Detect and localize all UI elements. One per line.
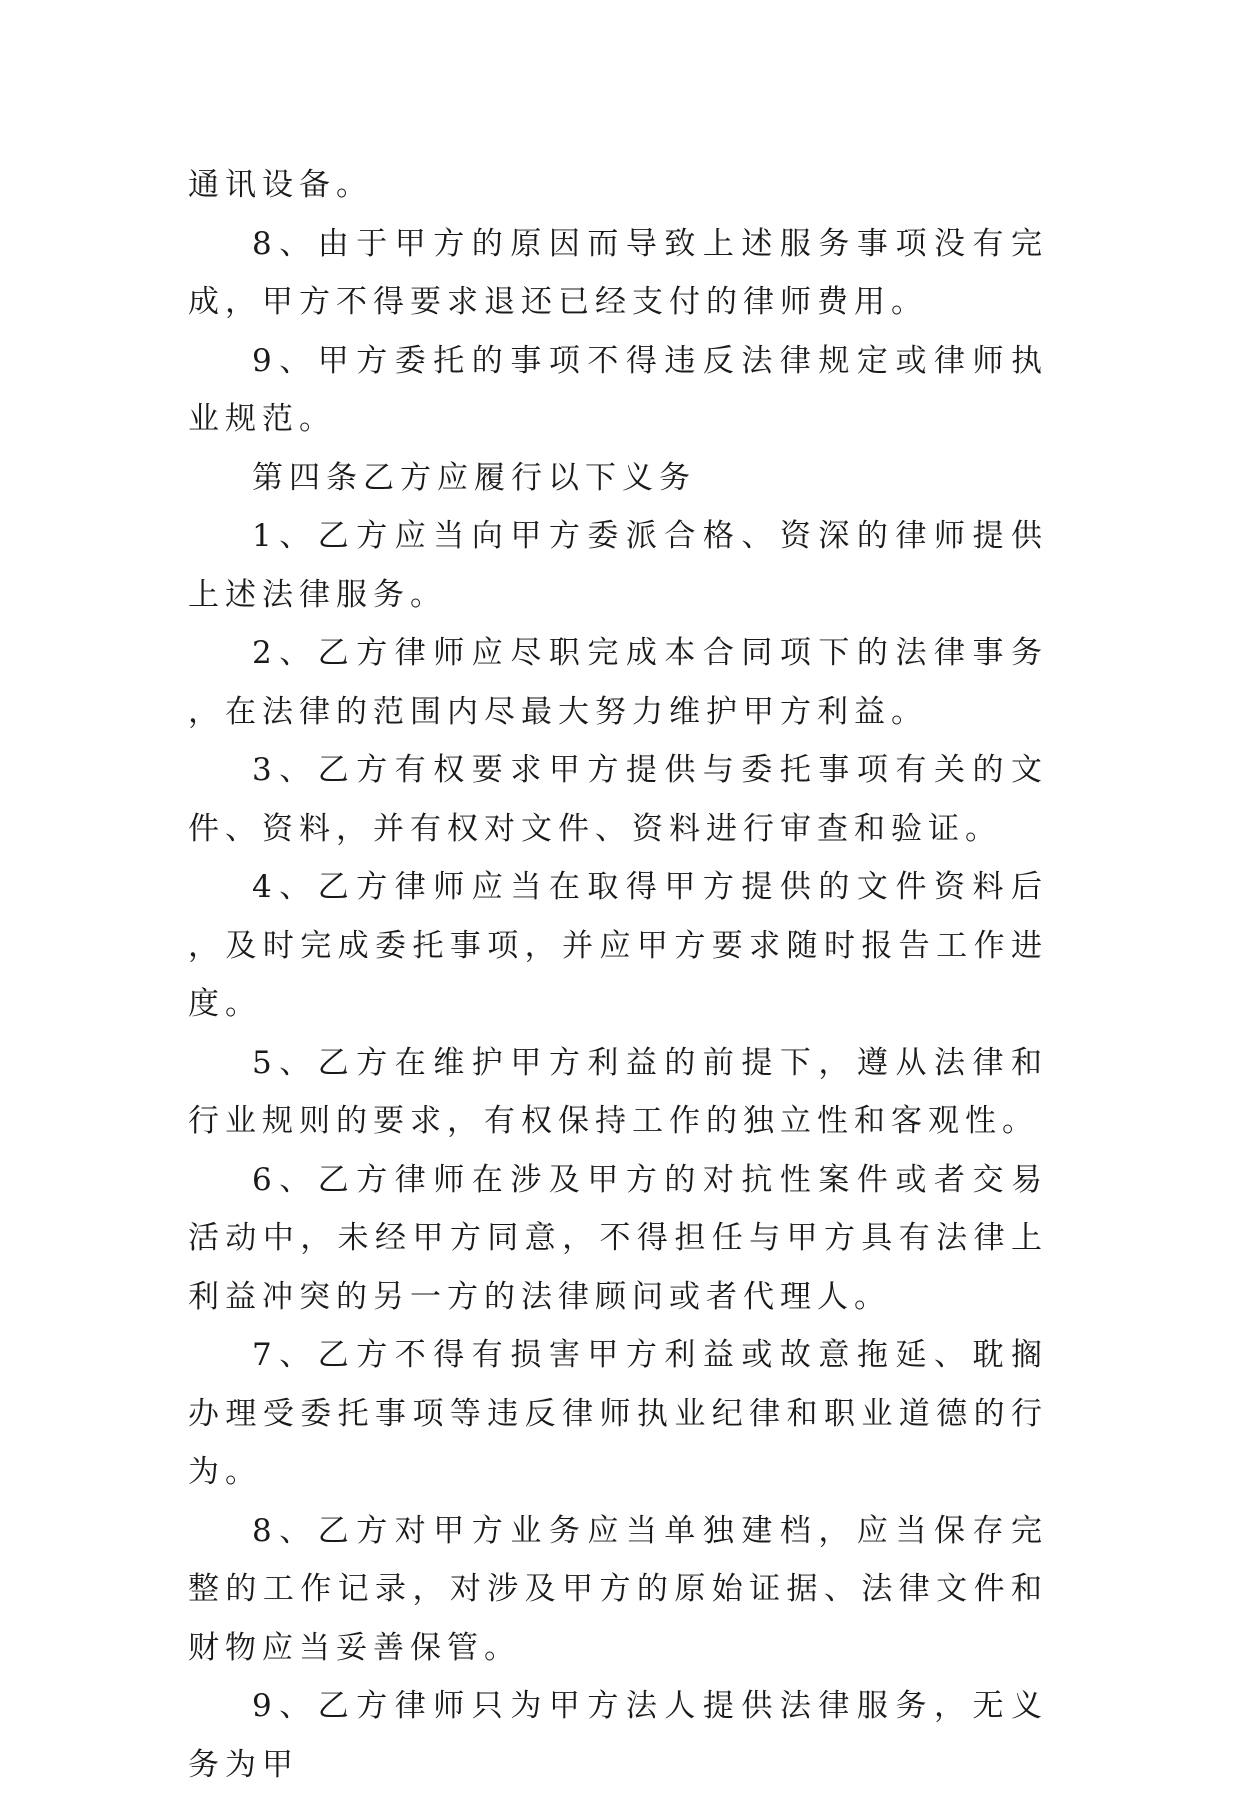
- paragraph-clause-4-8: 8、乙方对甲方业务应当单独建档，应当保存完整的工作记录，对涉及甲方的原始证据、法律文件和财物应当妥善保管。: [188, 1512, 1048, 1666]
- paragraph-clause-4-3: 3、乙方有权要求甲方提供与委托事项有关的文件、资料，并有权对文件、资料进行审查和验证。: [188, 752, 1048, 847]
- paragraph-clause-4-4: 4、乙方律师应当在取得甲方提供的文件资料后，及时完成委托事项，并应甲方要求随时报告工作进度。: [188, 869, 1048, 1022]
- paragraph-continuation: 通讯设备。: [188, 167, 373, 203]
- paragraph-clause-4-6: 6、乙方律师在涉及甲方的对抗性案件或者交易活动中，未经甲方同意，不得担任与甲方具有法律上利益冲突的另一方的法律顾问或者代理人。: [188, 1161, 1048, 1315]
- paragraph-clause-4-9: 9、乙方律师只为甲方法人提供法律服务，无义务为甲: [188, 1688, 1048, 1783]
- paragraph-clause-4-7: 7、乙方不得有损害甲方利益或故意拖延、耽搁办理受委托事项等违反律师执业纪律和职业道德的行为。: [188, 1337, 1048, 1490]
- document-body: [188, 156, 1048, 1794]
- section-heading-article-4: 第四条乙方应履行以下义务: [252, 459, 696, 496]
- paragraph-clause-3-8: 8、由于甲方的原因而导致上述服务事项没有完成，甲方不得要求退还已经支付的律师费用。: [188, 225, 1048, 320]
- paragraph-clause-3-9: 9、甲方委托的事项不得违反法律规定或律师执业规范。: [188, 342, 1048, 437]
- paragraph-clause-4-2: 2、乙方律师应尽职完成本合同项下的法律事务，在法律的范围内尽最大努力维护甲方利益。: [188, 635, 1048, 730]
- paragraph-clause-4-1: 1、乙方应当向甲方委派合格、资深的律师提供上述法律服务。: [188, 518, 1048, 613]
- paragraph-clause-4-5: 5、乙方在维护甲方利益的前提下，遵从法律和行业规则的要求，有权保持工作的独立性和客观性。: [188, 1044, 1048, 1139]
